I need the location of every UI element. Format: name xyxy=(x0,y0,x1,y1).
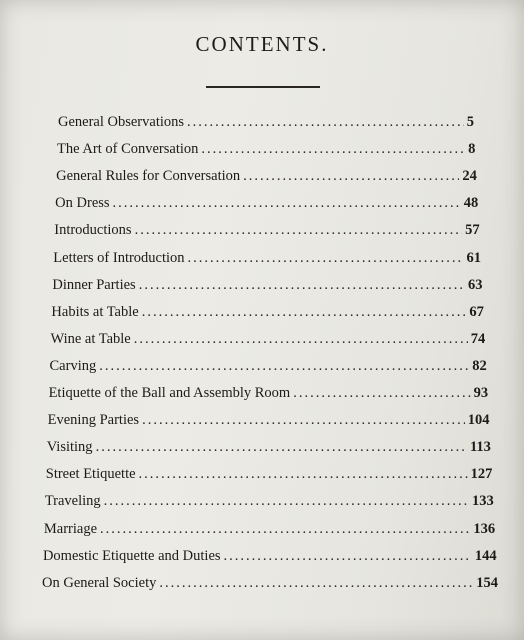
toc-entry-page-number: 136 xyxy=(473,520,496,537)
toc-entry xyxy=(56,168,477,192)
toc-entry-title: Street Etiquette xyxy=(45,466,136,483)
toc-entry xyxy=(47,439,491,463)
toc-entry-page-number: 74 xyxy=(470,330,486,347)
toc-dot-leader xyxy=(201,141,465,158)
toc-entry-title: On General Society xyxy=(42,574,157,591)
toc-entry-page-number: 144 xyxy=(474,547,497,564)
toc-entry-title: Marriage xyxy=(43,520,98,537)
toc-entry xyxy=(43,548,497,572)
toc-entry xyxy=(45,493,494,517)
toc-dot-leader xyxy=(293,385,470,402)
toc-entry xyxy=(50,358,487,382)
toc-entry xyxy=(52,277,482,301)
toc-dot-leader xyxy=(139,277,465,294)
toc-entry xyxy=(58,114,474,138)
toc-entry xyxy=(49,385,489,409)
toc-dot-leader xyxy=(100,521,470,538)
heading-rule xyxy=(206,86,320,88)
toc-entry-page-number: 82 xyxy=(472,357,487,374)
toc-entry-title: Introductions xyxy=(54,222,132,239)
toc-dot-leader xyxy=(96,439,467,456)
toc-dot-leader xyxy=(224,548,472,565)
toc-entry-title: Etiquette of the Ball and Assembly Room xyxy=(48,385,291,401)
toc-entry-title: Evening Parties xyxy=(47,412,140,429)
toc-entry-title: Carving xyxy=(49,357,97,374)
toc-entry-title: General Rules for Conversation xyxy=(56,168,241,185)
toc-dot-leader xyxy=(142,412,465,429)
contents-heading: CONTENTS. xyxy=(195,32,329,56)
toc-entry xyxy=(46,466,493,490)
toc-dot-leader xyxy=(135,222,463,239)
toc-dot-leader xyxy=(99,358,469,375)
toc-entry-page-number: 48 xyxy=(463,195,479,212)
toc-entry xyxy=(44,521,495,545)
toc-entry-title: Domestic Etiquette and Duties xyxy=(42,547,221,564)
toc-entry xyxy=(57,141,475,165)
toc-entry xyxy=(48,412,490,436)
toc-dot-leader xyxy=(134,331,468,348)
toc-entry xyxy=(42,575,498,599)
toc-entry-title: Habits at Table xyxy=(51,303,139,320)
toc-entry-page-number: 93 xyxy=(473,385,489,401)
toc-dot-leader xyxy=(104,493,469,510)
toc-entry xyxy=(55,195,478,219)
toc-dot-leader xyxy=(113,195,461,212)
toc-entry-page-number: 57 xyxy=(465,222,480,239)
toc-entry-page-number: 61 xyxy=(466,249,482,266)
table-of-contents xyxy=(0,114,524,614)
toc-entry xyxy=(51,304,483,328)
toc-dot-leader xyxy=(142,304,467,321)
toc-dot-leader xyxy=(159,575,473,592)
toc-entry-page-number: 24 xyxy=(462,168,477,185)
toc-entry-page-number: 113 xyxy=(469,439,491,456)
toc-entry-page-number: 104 xyxy=(467,412,490,429)
toc-entry-page-number: 5 xyxy=(466,114,474,130)
toc-dot-leader xyxy=(243,168,459,185)
toc-entry-page-number: 133 xyxy=(472,493,494,510)
toc-entry-title: On Dress xyxy=(55,195,110,212)
toc-entry-title: Wine at Table xyxy=(50,330,131,347)
toc-entry xyxy=(50,331,485,355)
toc-entry-page-number: 154 xyxy=(476,574,498,591)
toc-entry-title: Traveling xyxy=(44,493,101,510)
toc-entry-page-number: 8 xyxy=(468,141,476,158)
toc-entry xyxy=(54,222,479,246)
toc-entry-page-number: 127 xyxy=(470,466,493,483)
toc-entry xyxy=(53,250,481,274)
toc-dot-leader xyxy=(187,114,464,131)
toc-entry-page-number: 67 xyxy=(469,303,484,320)
toc-entry-title: Visiting xyxy=(46,439,93,456)
toc-entry-title: Dinner Parties xyxy=(52,276,136,293)
toc-dot-leader xyxy=(188,250,464,267)
toc-entry-title: The Art of Conversation xyxy=(57,141,199,158)
toc-entry-title: General Observations xyxy=(58,114,185,130)
toc-dot-leader xyxy=(139,466,468,483)
toc-entry-page-number: 63 xyxy=(467,276,483,293)
toc-entry-title: Letters of Introduction xyxy=(53,249,185,266)
